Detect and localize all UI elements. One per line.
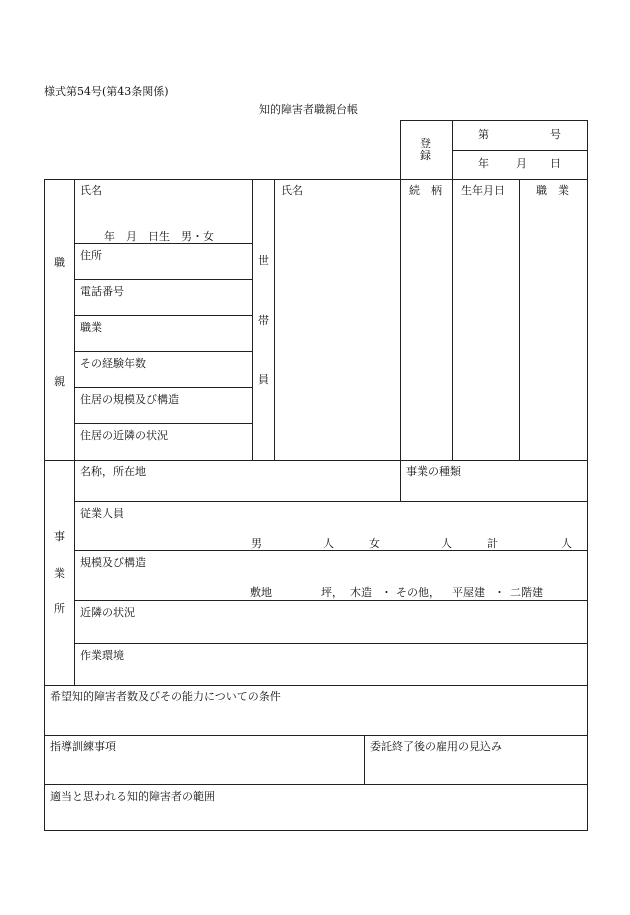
employees-persons-label: 人	[561, 537, 572, 550]
separator-dot: ・	[381, 586, 392, 599]
employees-male-label: 男	[251, 537, 262, 550]
shokuoya-neighborhood-label: 住居の近隣の状況	[80, 429, 168, 442]
scale-structure-label: 規模及び構造	[80, 556, 146, 569]
row-line	[74, 315, 252, 316]
row-line	[74, 387, 252, 388]
business-name-location-label: 名称，所在地	[80, 465, 146, 478]
business-type-label: 事業の種類	[406, 465, 461, 478]
main-bottom-line	[44, 830, 588, 831]
form-number: 様式第54号(第43条関係)	[44, 85, 169, 98]
reg-top-line	[400, 120, 588, 121]
guidance-label: 指導訓練事項	[50, 740, 116, 753]
business-type-divider	[400, 460, 401, 501]
one-story-label: 平屋建	[452, 586, 485, 599]
main-left-line	[44, 179, 45, 831]
household-col-relation: 続 柄	[409, 184, 442, 197]
row-line	[74, 279, 252, 280]
separator-dot: ・	[494, 586, 505, 599]
registration-label-2: 録	[420, 149, 431, 162]
household-side-label-1: 世	[258, 254, 269, 267]
shokuoya-experience-label: その経験年数	[80, 357, 146, 370]
shokuoya-name-label: 氏名	[80, 184, 102, 197]
shokuoya-housing-scale-label: 住居の規模及び構造	[80, 393, 179, 406]
main-top-line	[44, 179, 588, 180]
household-side-label-2: 帯	[258, 314, 269, 327]
employees-label: 従業人員	[80, 507, 124, 520]
shokuoya-side-label-1: 職	[54, 256, 65, 269]
household-col-birthdate: 生年月日	[461, 184, 505, 197]
employees-female-label: 女	[369, 537, 380, 550]
shokuoya-birth-label: 年 月 日生 男・女	[104, 230, 214, 243]
employees-total-label: 計	[487, 537, 498, 550]
business-side-label-1: 事	[54, 530, 65, 543]
registration-label-1: 登	[420, 137, 431, 150]
household-col-name: 氏名	[281, 184, 303, 197]
row-line	[74, 243, 252, 244]
household-relation-col-line	[452, 179, 453, 461]
row-line	[74, 643, 588, 644]
suitable-range-label: 適当と思われる知的障害者の範囲	[50, 790, 215, 803]
shokuoya-right-line	[252, 179, 253, 461]
reg-mid-line	[452, 150, 588, 151]
registration-number-suffix: 号	[550, 128, 561, 141]
household-birth-col-line	[519, 179, 520, 461]
row-line	[74, 351, 252, 352]
page-title: 知的障害者職親台帳	[259, 103, 358, 116]
household-side-label-3: 員	[258, 373, 269, 386]
business-side-label-2: 業	[54, 567, 65, 580]
row-line	[74, 423, 252, 424]
registration-number-prefix: 第	[478, 128, 489, 141]
shokuoya-phone-label: 電話番号	[80, 285, 124, 298]
tsubo-label: 坪，	[321, 586, 343, 599]
row-line	[44, 784, 588, 785]
registration-month: 月	[516, 157, 527, 170]
row-line	[74, 501, 588, 502]
household-col-occupation: 職 業	[536, 184, 569, 197]
business-side-label-3: 所	[54, 602, 65, 615]
shokuoya-occupation-label: 職業	[80, 321, 102, 334]
guidance-divider	[364, 735, 365, 784]
conditions-label: 希望知的障害者数及びその能力についての条件	[50, 690, 281, 703]
shokuoya-address-label: 住所	[80, 249, 102, 262]
shokuoya-side-label-2: 親	[54, 375, 65, 388]
employment-outlook-label: 委託終了後の雇用の見込み	[370, 740, 502, 753]
main-right-line	[587, 120, 588, 831]
other-label: その他，	[396, 586, 440, 599]
row-line	[74, 550, 588, 551]
site-label: 敷地	[250, 586, 272, 599]
section-line	[44, 685, 588, 686]
registration-day: 日	[550, 157, 561, 170]
section-line	[44, 460, 588, 461]
wooden-label: 木造	[350, 586, 372, 599]
row-line	[74, 600, 588, 601]
employees-persons-label: 人	[323, 537, 334, 550]
side-label-column-line	[74, 179, 75, 686]
reg-left-line	[400, 120, 401, 180]
employees-persons-label: 人	[441, 537, 452, 550]
work-environment-label: 作業環境	[80, 649, 124, 662]
household-name-col-line	[400, 179, 401, 461]
surroundings-label: 近隣の状況	[80, 606, 135, 619]
household-label-line	[274, 179, 275, 461]
reg-divider-line	[452, 120, 453, 180]
two-story-label: 二階建	[510, 586, 543, 599]
registration-year: 年	[478, 157, 489, 170]
row-line	[44, 735, 588, 736]
